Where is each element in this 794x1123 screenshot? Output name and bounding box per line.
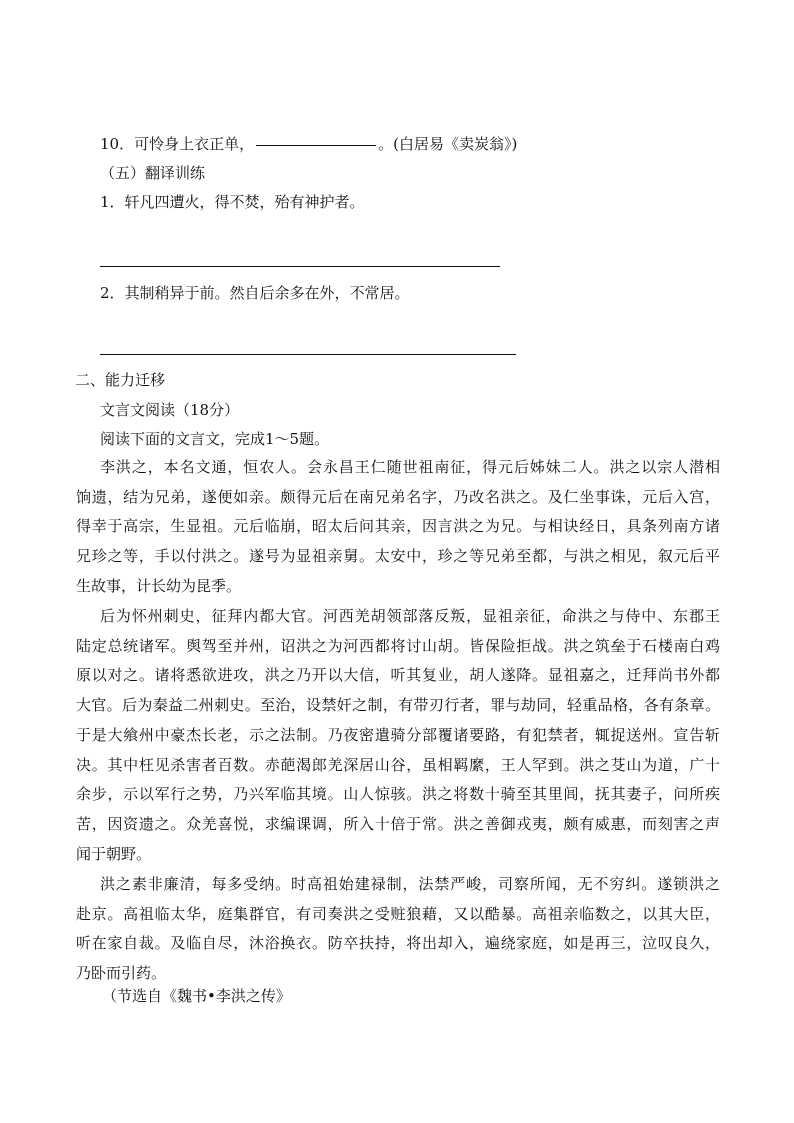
passage-line: 后为怀州刺史，征拜内都大官。河西羌胡领部落反叛，显祖亲征，命洪之与侍中、东郡王 [100,607,720,625]
passage-line: 闻于朝野。 [76,844,152,863]
passage-line: 生故事，计长幼为昆季。 [76,576,242,595]
translation-question-2: 2．其制稍异于前。然自后余多在外，不常居。 [100,284,410,302]
passage-paragraph-2 [76,602,720,869]
passage-line: 饷遗，结为兄弟，遂便如亲。颇得元后在南兄弟名字，乃改名洪之。及仁坐事诛，元后入宫， [76,487,720,506]
passage-line: 决。其中枉见杀害者百数。赤葩渴郎羌深居山谷，虽相羁縻，王人罕到。洪之芟山为道，广十 [76,755,720,774]
passage-line: 乃卧而引药。 [76,964,167,983]
passage-paragraph-3 [76,870,720,989]
passage-line: 原以对之。诸将悉欲进攻，洪之乃开以大信，听其复业，胡人遂降。显祖嘉之，迁拜尚书外都 [76,666,720,685]
translation-question-1: 1．轩凡四遭火，得不焚，殆有神护者。 [100,193,365,211]
answer-line-2[interactable] [100,354,516,355]
part2-instruction: 阅读下面的文言文，完成1～5题。 [100,430,330,448]
passage-line: 余步，示以军行之势，乃兴军临其境。山人惊骇。洪之将数十骑至其里闾，抚其妻子，问所疾 [76,785,720,804]
part2-subheading: 文言文阅读（18分） [100,401,240,419]
passage-line: 听在家自裁。及临自尽，沐浴换衣。防卒扶持，将出却入，遍绕家庭，如是再三，泣叹良久， [76,934,720,953]
passage-line: 苦，因资遗之。众羌喜悦，求编课调，所入十倍于常。洪之善御戎夷，颇有威惠，而刻害之声 [76,814,720,833]
part2-heading: 二、能力迁移 [75,371,166,389]
passage-paragraph-1 [76,453,720,602]
item10-suffix: 。(白居易《卖炭翁》) [378,135,518,153]
passage-line: 得幸于高宗，生显祖。元后临崩，昭太后问其亲，因言洪之为兄。与相诀经日，具条列南方诸 [76,517,720,536]
answer-line-1[interactable] [100,266,500,267]
section-title-translation: （五）翻译训练 [100,164,206,182]
answer-blank[interactable] [256,145,376,146]
passage-line: 洪之素非廉清，每多受纳。时高祖始建禄制，法禁严峻，司察所闻，无不穷纠。遂锁洪之 [100,875,720,893]
passage-line: 于是大飨州中豪杰长老，示之法制。乃夜密遣骑分部覆诸要路，有犯禁者，辄捉送州。宣告斩 [76,725,720,744]
passage-source: （节选自《魏书•李洪之传》 [102,987,291,1005]
fill-blank-item-10 [100,134,517,154]
passage-line: 陆定总统诸军。舆驾至并州，诏洪之为河西都将讨山胡。皆保险拒战。洪之筑垒于石楼南白鸡 [76,636,720,655]
passage-line: 李洪之，本名文通，恒农人。会永昌王仁随世祖南征，得元后姊妹二人。洪之以宗人潜相 [100,458,720,476]
item10-prefix: 10．可怜身上衣正单， [100,135,255,153]
passage-line: 大官。后为秦益二州刺史。至治，设禁奸之制，有带刃行者，罪与劫同，轻重品格，各有条章。 [76,696,720,715]
passage-line: 赴京。高祖临太华，庭集群官，有司奏洪之受赃狼藉，又以酷暴。高祖亲临数之，以其大臣， [76,904,720,923]
passage-line: 兄珍之等，手以付洪之。遂号为显祖亲舅。太安中，珍之等兄弟至都，与洪之相见，叙元后平 [76,547,720,566]
